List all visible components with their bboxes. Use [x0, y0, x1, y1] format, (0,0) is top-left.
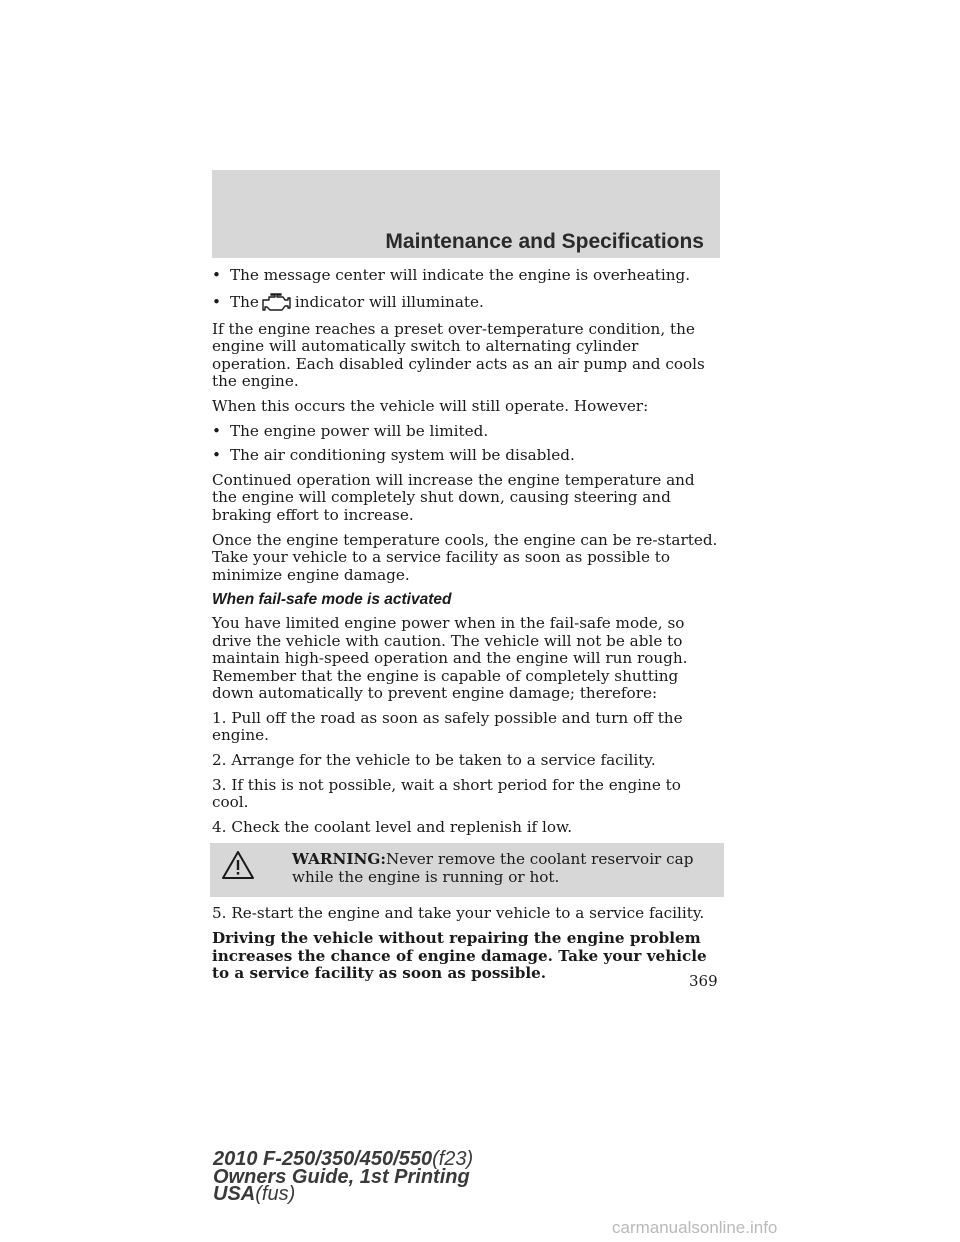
warning-box — [210, 843, 724, 897]
warning-text-block — [266, 849, 714, 886]
section-header-band — [212, 170, 720, 258]
step-item: 1. Pull off the road as soon as safely possible and turn off the engine. — [212, 708, 683, 745]
watermark-link[interactable]: carmanualsonline.info — [612, 1218, 778, 1237]
step-item: 5. Re-start the engine and take your vehicle to a service facility. — [212, 904, 705, 923]
subheading: When fail-safe mode is activated — [212, 591, 452, 609]
page-number: 369 — [689, 972, 718, 990]
warning-label: WARNING: — [292, 850, 386, 869]
indicator-prefix: The — [230, 292, 259, 311]
footer-model: 2010 F-250/350/450/550 — [213, 1148, 433, 1170]
indicator-bullet — [212, 292, 722, 314]
check-engine-icon — [259, 292, 295, 314]
paragraph: Once the engine temperature cools, the engine can be re-started. Take your vehicle to a service facility as soon as possible to minimize engine damage. — [212, 530, 718, 584]
warning-triangle-icon — [210, 849, 266, 889]
indicator-suffix: indicator will illuminate. — [294, 292, 484, 311]
footer-market-code: (fus) — [255, 1183, 296, 1205]
footer — [213, 1148, 474, 1205]
closing-paragraph: Driving the vehicle without repairing the engine problem increases the chance of engine damage. Take your vehicle to a service facility as soon as possible. — [212, 929, 707, 983]
step-item: 2. Arrange for the vehicle to be taken to a service facility. — [212, 751, 656, 770]
footer-market: USA — [213, 1183, 256, 1205]
footer-market-line — [213, 1183, 473, 1205]
footer-model-code: (f23) — [432, 1148, 474, 1170]
step-item: 4. Check the coolant level and replenish if low. — [212, 817, 573, 836]
bullet-item — [212, 423, 722, 441]
bullet-dot: • — [212, 446, 221, 465]
bullet-text: The message center will indicate the engine is overheating. — [230, 266, 691, 284]
paragraph: You have limited engine power when in the fail-safe mode, so drive the vehicle with caution. The vehicle will not be able to maintain high-speed operation and the engine will run rough. Remember that the engine is capable of completely shutting down automatically to prevent engine damage; therefore: — [212, 613, 688, 703]
paragraph: Continued operation will increase the engine temperature and the engine will completely shut down, causing steering and braking effort to increase. — [212, 470, 695, 524]
page-content — [212, 267, 722, 990]
footer-guide: Owners Guide, 1st Printing — [213, 1165, 470, 1188]
bullet-dot: • — [212, 421, 221, 440]
paragraph: If the engine reaches a preset over-temperature condition, the engine will automatically switch to alternating cylinder operation. Each disabled cylinder acts as an air pump and cools the engine. — [212, 319, 705, 391]
bullet-item — [212, 447, 722, 465]
bullet-dot: • — [212, 292, 221, 311]
step-item: 3. If this is not possible, wait a short period for the engine to cool. — [212, 775, 681, 812]
paragraph: When this occurs the vehicle will still operate. However: — [212, 396, 649, 415]
bullet-item — [212, 267, 722, 285]
bullet-dot: • — [212, 266, 221, 284]
bullet-text: The engine power will be limited. — [230, 421, 489, 440]
warning-text: Never remove the coolant reservoir cap while the engine is running or hot. — [292, 850, 694, 887]
section-title: Maintenance and Specifications — [385, 230, 704, 253]
bullet-text: The air conditioning system will be disabled. — [230, 446, 575, 465]
